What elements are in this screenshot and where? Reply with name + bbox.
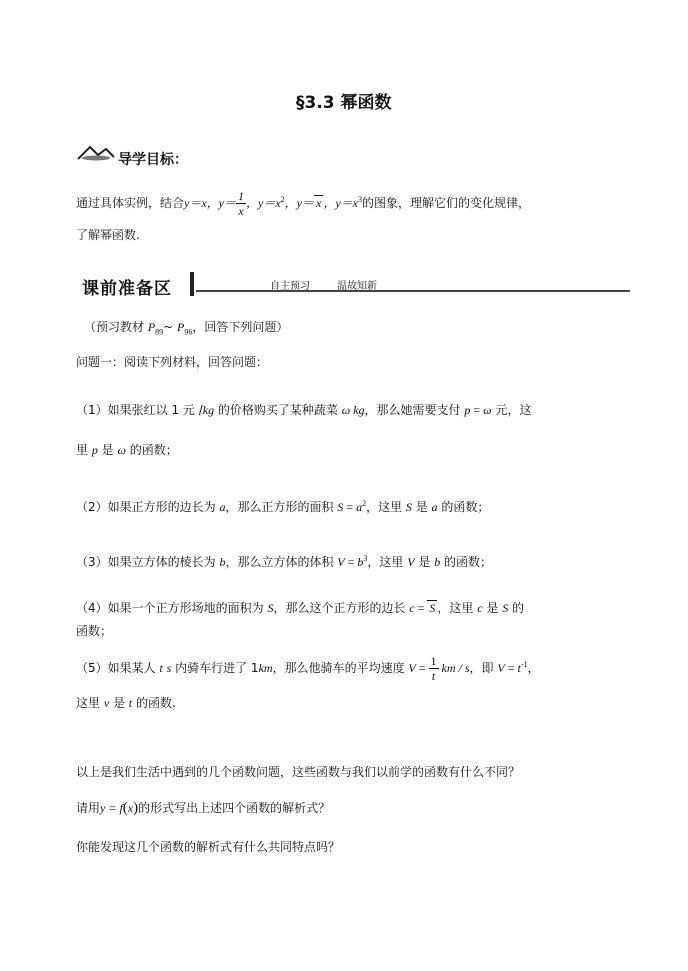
goal-formula-part: y＝x，y＝ [184, 196, 236, 210]
guide-icon [76, 143, 116, 163]
item-4: （4）如果一个正方形场地的面积为 S，那么这个正方形的边长 c = S ，这里 c 是 S 的 [76, 601, 525, 615]
goal-heading: 导学目标： [118, 152, 188, 168]
goal-text-line2: 了解幂函数. [76, 228, 140, 242]
page-title: §3.3 幂函数 [296, 93, 392, 113]
item-4-line2: 函数； [76, 624, 113, 638]
fraction: $\frac{1}{x}$ [238, 189, 244, 218]
closing-line-1: 以上是我们生活中遇到的几个函数问题，这些函数与我们以前学的函数有什么不同？ [76, 765, 521, 779]
question-one: 问题一：阅读下列材料，回答问题： [76, 355, 269, 369]
item-5-line2: 这里 v 是 t 的函数. [76, 696, 176, 710]
preview-note: （预习教材 $P_{89}\sim$ $P_{96}$，回答下列问题） [84, 320, 289, 337]
section-divider-thick [190, 272, 194, 296]
fraction-1-over-t: $\frac{1}{t}$ [430, 654, 437, 683]
item-1: （1）如果张红以 1 元 /kg 的价格购买了某种蔬菜 ω kg，那么她需要支付 p = ω 元，这 [76, 403, 532, 417]
item-3: （3）如果立方体的棱长为 b，那么立方体的体积 $V = b^3$，这里 V 是 b 的函数； [76, 554, 493, 569]
closing-line-2: 请用y = f(x)的形式写出上述四个函数的解析式？ [76, 800, 331, 816]
section-label: 课前准备区 [82, 279, 172, 299]
sqrt-x: x [315, 196, 322, 210]
item-1-line2: 里 p 是 ω 的函数； [76, 443, 178, 457]
section-sub-2: 温故知新 [337, 281, 377, 292]
sqrt-s: S [429, 601, 436, 615]
item-5: （5）如果某人 t s 内骑车行进了 1km，那么他骑车的平均速度 V = $\frac{1}{t}$ km / s，即 $V = t^{-1}$， [76, 654, 540, 683]
section-sub-1: 自主预习 [270, 281, 310, 292]
closing-line-3: 你能发现这几个函数的解析式有什么共同特点吗？ [76, 840, 341, 854]
section-rule [196, 290, 630, 292]
goal-text: 通过具体实例，结合y＝x，y＝ $\frac{1}{x}$ ，$y=x^2$，y＝ x ，$y=x^3$的图象，理解它们的变化规律， [76, 189, 530, 218]
item-2: （2）如果正方形的边长为 a，那么正方形的面积 $S = a^2$，这里 S 是 a 的函数； [76, 499, 490, 514]
